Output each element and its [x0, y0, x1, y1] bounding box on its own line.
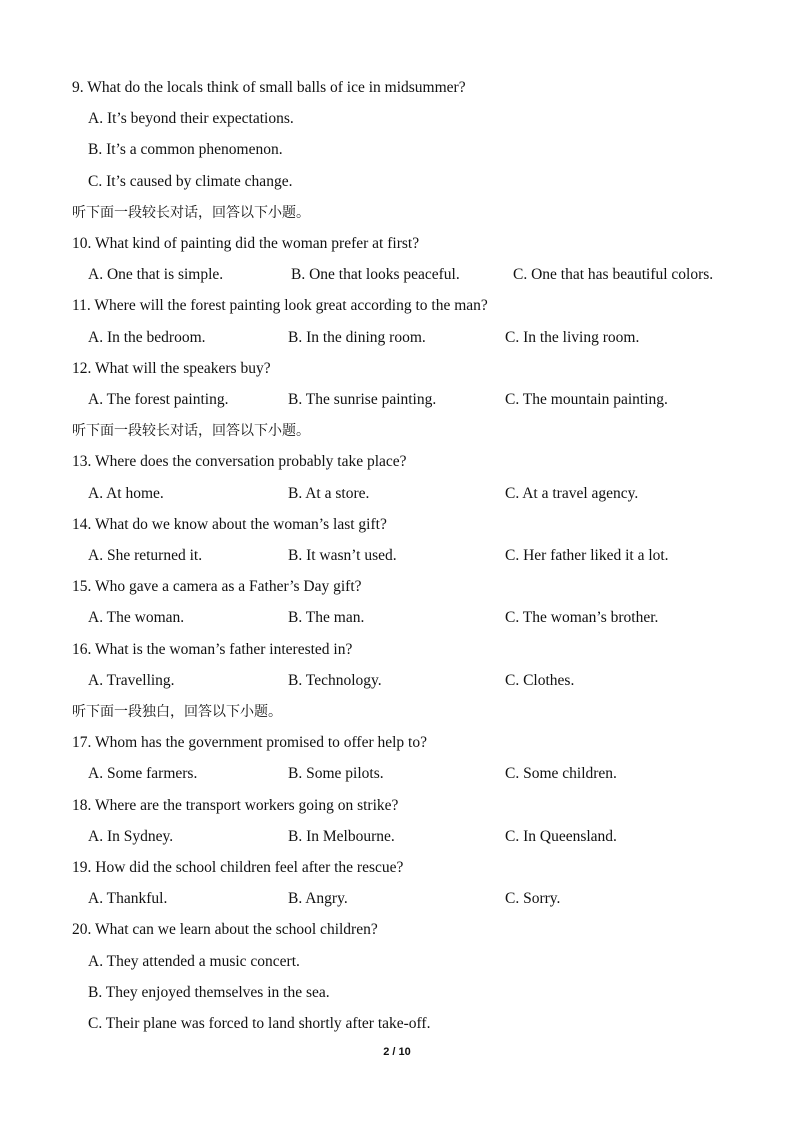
answer-option-b: B. The man. [288, 609, 365, 627]
answer-option: B. They enjoyed themselves in the sea. [88, 983, 330, 1001]
text-line [0, 263, 794, 287]
answer-option-a: A. The forest painting. [88, 391, 229, 408]
text-line [0, 138, 794, 162]
text-line [0, 201, 794, 225]
answer-option-c: C. Her father liked it a lot. [505, 547, 669, 564]
answer-option-a: A. In the bedroom. [88, 328, 206, 346]
answer-option-a: A. At home. [88, 484, 164, 502]
question-stem: 12. What will the speakers buy? [72, 359, 271, 377]
text-line [0, 638, 794, 662]
answer-option-a: A. Travelling. [88, 671, 175, 689]
question-stem: 15. Who gave a camera as a Father’s Day gift? [72, 578, 362, 596]
text-line [0, 794, 794, 818]
question-stem: 19. How did the school children feel after the rescue? [72, 859, 404, 876]
text-line [0, 575, 794, 599]
answer-option-a: A. One that is simple. [88, 266, 224, 284]
answer-option: C. Their plane was forced to land shortly after take-off. [88, 1015, 431, 1032]
question-stem: 16. What is the woman’s father interested in? [72, 640, 353, 658]
text-line [0, 419, 794, 443]
answer-option-c: C. Sorry. [505, 890, 561, 908]
text-line [0, 326, 794, 350]
page-number: 2 / 10 [383, 1046, 411, 1058]
text-line [0, 170, 794, 194]
text-line [0, 731, 794, 755]
answer-option-b: B. In Melbourne. [288, 827, 395, 845]
answer-option-b: B. At a store. [288, 484, 370, 502]
text-line [0, 513, 794, 537]
text-line [0, 669, 794, 693]
answer-option-b: B. It wasn’t used. [288, 547, 397, 564]
answer-option-a: A. Thankful. [88, 890, 168, 908]
answer-option-c: C. The woman’s brother. [505, 609, 659, 627]
answer-option-a: A. Some farmers. [88, 765, 198, 783]
question-stem: 11. Where will the forest painting look great according to the man? [72, 297, 488, 315]
text-line [0, 825, 794, 849]
answer-option: A. It’s beyond their expectations. [88, 110, 294, 128]
answer-option-b: B. Technology. [288, 671, 382, 689]
answer-option-c: C. The mountain painting. [505, 391, 668, 408]
text-line [0, 887, 794, 911]
question-stem: 20. What can we learn about the school children? [72, 921, 378, 939]
text-line [0, 918, 794, 942]
answer-option: B. It’s a common phenomenon. [88, 141, 283, 159]
text-line [0, 232, 794, 256]
answer-option-c: C. Some children. [505, 765, 617, 783]
answer-option: C. It’s caused by climate change. [88, 172, 293, 190]
answer-option-b: B. Some pilots. [288, 765, 384, 783]
question-stem: 10. What kind of painting did the woman prefer at first? [72, 235, 420, 252]
answer-option-c: C. In the living room. [505, 328, 640, 346]
text-line [0, 950, 794, 974]
text-line [0, 482, 794, 506]
answer-option-c: C. At a travel agency. [505, 484, 639, 502]
answer-option-c: C. Clothes. [505, 671, 575, 689]
section-instruction: 听下面一段较长对话，回答以下小题。 [72, 204, 310, 221]
answer-option-c: C. One that has beautiful colors. [513, 266, 714, 284]
question-stem: 14. What do we know about the woman’s last gift? [72, 515, 387, 533]
text-line [0, 700, 794, 724]
answer-option-a: A. The woman. [88, 609, 185, 627]
text-line [0, 606, 794, 630]
text-line [0, 450, 794, 474]
text-line [0, 76, 794, 100]
answer-option-b: B. Angry. [288, 890, 348, 908]
answer-option-b: B. One that looks peaceful. [291, 266, 460, 284]
text-line [0, 107, 794, 131]
text-line [0, 856, 794, 880]
text-line [0, 981, 794, 1005]
answer-option-b: B. The sunrise painting. [288, 391, 437, 408]
question-stem: 17. Whom has the government promised to offer help to? [72, 734, 427, 752]
text-line [0, 357, 794, 381]
answer-option: A. They attended a music concert. [88, 952, 300, 970]
answer-option-c: C. In Queensland. [505, 827, 617, 845]
text-line [0, 1012, 794, 1036]
answer-option-a: A. She returned it. [88, 547, 203, 564]
text-line [0, 294, 794, 318]
answer-option-b: B. In the dining room. [288, 328, 426, 346]
answer-option-a: A. In Sydney. [88, 827, 174, 845]
text-line [0, 762, 794, 786]
question-stem: 18. Where are the transport workers going on strike? [72, 796, 399, 814]
question-stem: 9. What do the locals think of small balls of ice in midsummer? [72, 79, 466, 96]
text-line [0, 388, 794, 412]
question-stem: 13. Where does the conversation probably take place? [72, 453, 407, 471]
section-instruction: 听下面一段独白，回答以下小题。 [72, 704, 282, 720]
text-line [0, 544, 794, 568]
section-instruction: 听下面一段较长对话，回答以下小题。 [72, 423, 310, 440]
